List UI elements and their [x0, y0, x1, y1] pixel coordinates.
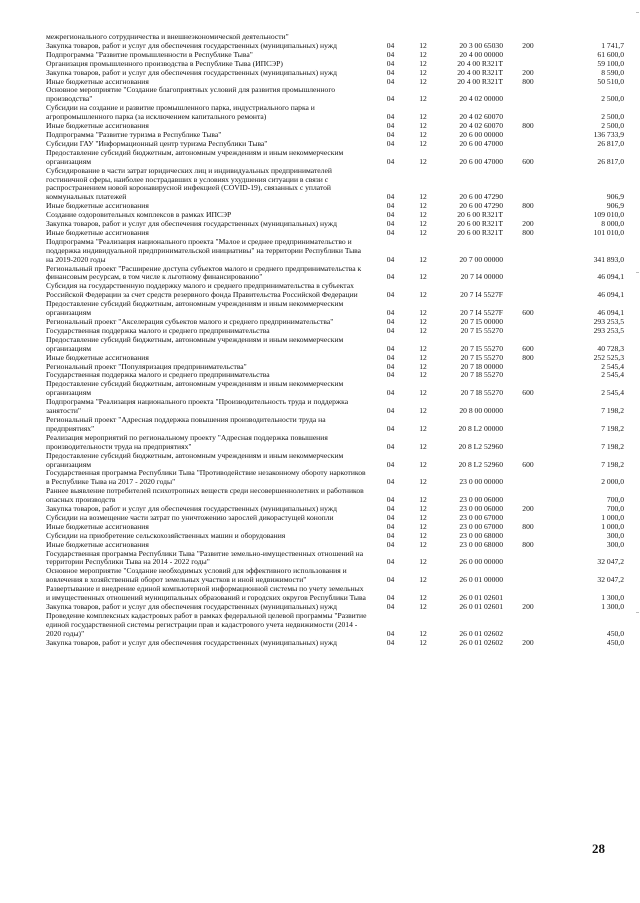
row-name: Региональный проект "Акселерация субъектов малого и среднего предпринимательства" [46, 317, 334, 326]
row-name: Подпрограмма "Развитие туризма в Республике Тыва" [46, 129, 222, 139]
row-subsection: 12 [419, 512, 427, 522]
row-section: 04 [386, 370, 395, 380]
table-row [46, 104, 624, 122]
row-subsection: 12 [419, 557, 427, 567]
row-name: Государственная программа Республики Тыва "Противодействие незаконному обороту наркотиков в Республике Тыва на 2017 - 2020 годы" [46, 468, 366, 487]
row-name: Субсидирование в части затрат юридических лиц и индивидуальных предпринимателей гостиничной сферы, наиболее пострадавших в условиях ухудшения ситуации в связи с распространением новой коронавирусной инфекцией (COVID-19), связанных с уплатой коммунальных платежей [46, 165, 332, 202]
row-expense-type: 800 [522, 227, 534, 237]
row-expense-type: 600 [522, 459, 534, 469]
row-target-article: 20 6 00 47000 [459, 138, 503, 148]
row-amount: 2 545,4 [601, 388, 624, 398]
row-section: 04 [386, 575, 395, 585]
row-subsection: 12 [419, 423, 427, 433]
table-row [46, 336, 624, 354]
row-section: 04 [386, 628, 395, 638]
row-subsection: 12 [419, 58, 427, 68]
row-target-article: 20 4 02 00000 [459, 94, 503, 104]
row-amount: 7 198,2 [601, 459, 624, 469]
row-subsection: 12 [419, 290, 427, 300]
row-name: Предоставление субсидий бюджетным, автономным учреждениям и иным некоммерческим организациям [46, 147, 344, 166]
row-section: 04 [386, 58, 395, 68]
row-section: 04 [386, 406, 395, 416]
row-subsection: 12 [419, 406, 427, 416]
row-target-article: 20 7 I8 55270 [460, 388, 503, 398]
row-subsection: 12 [419, 628, 427, 638]
row-section: 04 [386, 317, 395, 326]
row-section: 04 [386, 530, 395, 540]
row-name: Закупка товаров, работ и услуг для обеспечения государственных (муниципальных) нужд [46, 40, 337, 50]
row-amount: 906,9 [606, 201, 624, 211]
row-amount: 1 300,0 [601, 602, 624, 611]
row-subsection: 12 [419, 254, 427, 264]
row-amount: 46 094,1 [597, 272, 624, 282]
row-amount: 109 010,0 [593, 210, 624, 220]
row-name: Предоставление субсидий бюджетным, автономным учреждениям и иным некоммерческим организациям [46, 379, 344, 398]
row-section: 04 [386, 129, 395, 139]
row-amount: 293 253,5 [593, 325, 624, 335]
table-row [46, 452, 624, 470]
row-name: Иные бюджетные ассигнования [46, 539, 149, 549]
row-name: Региональный проект "Адресная поддержка повышения производительности труда на предприятиях" [46, 414, 326, 433]
row-target-article: 26 0 01 02601 [459, 602, 503, 611]
row-amount: 2 000,0 [601, 477, 624, 487]
row-expense-type: 200 [522, 219, 534, 229]
row-amount: 32 047,2 [597, 557, 624, 567]
row-target-article: 20 7 00 00000 [459, 254, 503, 264]
row-target-article: 23 0 00 06000 [459, 495, 503, 505]
table-row [46, 585, 624, 603]
row-subsection: 12 [419, 343, 427, 353]
row-target-article: 20 7 I4 00000 [460, 272, 503, 282]
row-section: 04 [386, 94, 395, 104]
table-row [46, 380, 624, 398]
row-name: Подпрограмма "Реализация национального проекта "Производительность труда и поддержка занятости" [46, 397, 349, 416]
row-name: межрегионального сотрудничества и внешнеэкономической деятельности" [46, 32, 289, 41]
row-expense-type: 800 [522, 352, 534, 362]
row-subsection: 12 [419, 219, 427, 229]
row-name: Иные бюджетные ассигнования [46, 121, 149, 131]
row-subsection: 12 [419, 361, 427, 371]
row-target-article: 23 0 00 68000 [459, 539, 503, 549]
row-subsection: 12 [419, 459, 427, 469]
scan-edge-mark [636, 12, 639, 13]
row-name: Субсидии на возмещение части затрат по уничтожению зарослей дикорастущей конопли [46, 512, 334, 522]
row-target-article: 20 4 00 R321T [457, 67, 503, 77]
table-row [46, 167, 624, 203]
row-amount: 59 100,0 [597, 58, 624, 68]
row-subsection: 12 [419, 388, 427, 398]
row-name: Предоставление субсидий бюджетным, автономным учреждениям и иным некоммерческим организациям [46, 450, 344, 469]
table-row [46, 416, 624, 434]
row-section: 04 [386, 388, 395, 398]
row-target-article: 20 7 I8 55270 [460, 370, 503, 380]
row-section: 04 [386, 192, 395, 202]
row-name: Субсидия на государственную поддержку малого и среднего предпринимательства в субъектах Российской Федерации за счет средств резервного фонда Правительства Российской Федерации [46, 281, 358, 300]
row-subsection: 12 [419, 602, 427, 611]
table-row [46, 469, 624, 487]
row-amount: 2 500,0 [601, 94, 624, 104]
row-subsection: 12 [419, 129, 427, 139]
row-section: 04 [386, 637, 395, 647]
row-section: 04 [386, 441, 395, 451]
row-amount: 2 545,4 [601, 370, 624, 380]
row-amount: 2 500,0 [601, 121, 624, 131]
row-section: 04 [386, 67, 395, 77]
row-subsection: 12 [419, 530, 427, 540]
row-section: 04 [386, 272, 395, 282]
row-target-article: 20 8 00 00000 [459, 406, 503, 416]
row-target-article: 20 6 00 R321T [457, 210, 503, 220]
row-target-article: 20 6 00 R321T [457, 219, 503, 229]
row-amount: 7 198,2 [601, 406, 624, 416]
row-name: Проведение комплексных кадастровых работ в рамках федеральной целевой программы "Развитие единой государственной системы регистрации прав и кадастрового учета недвижимости (2014 - 2020 годы)" [46, 610, 367, 638]
table-row [46, 487, 624, 505]
row-name: Развертывание и внедрение единой компьютерной информационной системы по учету земельных и имущественных отношений муниципальных образований и городских округов Республики Тыва [46, 584, 366, 603]
row-subsection: 12 [419, 112, 427, 122]
row-section: 04 [386, 593, 395, 603]
row-subsection: 12 [419, 76, 427, 86]
row-name: Региональный проект "Расширение доступа субъектов малого и среднего предпринимательства к финансовым ресурсам, в том числе к льготному финансированию" [46, 263, 362, 282]
row-amount: 1 300,0 [601, 593, 624, 603]
row-target-article: 20 7 I5 55270 [460, 343, 503, 353]
row-subsection: 12 [419, 539, 427, 549]
row-expense-type: 800 [522, 121, 534, 131]
row-target-article: 20 7 I4 5527F [460, 290, 503, 300]
row-amount: 32 047,2 [597, 575, 624, 585]
row-section: 04 [386, 138, 395, 148]
row-name: Субсидии на создание и развитие промышленного парка, индустриального парка и агропромышленного парка (за исключением капитального ремонта) [46, 103, 315, 122]
scan-edge-mark [636, 612, 639, 613]
row-amount: 46 094,1 [597, 308, 624, 318]
row-section: 04 [386, 290, 395, 300]
row-target-article: 20 7 I5 00000 [460, 317, 503, 326]
row-amount: 40 728,3 [597, 343, 624, 353]
row-target-article: 20 4 02 60070 [459, 112, 503, 122]
row-target-article: 26 0 01 02602 [459, 628, 503, 638]
row-name: Закупка товаров, работ и услуг для обеспечения государственных (муниципальных) нужд [46, 602, 337, 611]
row-section: 04 [386, 112, 395, 122]
row-target-article: 20 7 I5 55270 [460, 352, 503, 362]
row-subsection: 12 [419, 156, 427, 166]
row-subsection: 12 [419, 227, 427, 237]
table-row [46, 238, 624, 265]
row-section: 04 [386, 521, 395, 531]
row-section: 04 [386, 361, 395, 371]
row-name: Региональный проект "Популяризация предпринимательства" [46, 361, 247, 371]
row-subsection: 12 [419, 352, 427, 362]
row-amount: 700,0 [606, 495, 624, 505]
row-name: Основное мероприятие "Создание необходимых условий для эффективного использования и вовлечения в хозяйственный оборот земельных участков и иной недвижимости" [46, 566, 347, 585]
row-section: 04 [386, 477, 395, 487]
row-amount: 450,0 [606, 628, 624, 638]
row-amount: 906,9 [606, 192, 624, 202]
row-amount: 50 510,0 [597, 76, 624, 86]
row-name: Государственная программа Республики Тыва "Развитие земельно-имущественных отношений на территории Республики Тыва на 2014 - 2022 годы" [46, 548, 364, 567]
row-expense-type: 200 [522, 40, 534, 50]
row-name: Субсидии ГАУ "Информационный центр туризма Республики Тыва" [46, 138, 268, 148]
row-amount: 1 741,7 [601, 40, 624, 50]
row-target-article: 20 7 I4 5527F [460, 308, 503, 318]
row-target-article: 20 4 00 R321T [457, 58, 503, 68]
row-section: 04 [386, 325, 395, 335]
row-amount: 300,0 [606, 539, 624, 549]
table-row [46, 86, 624, 104]
row-name: Иные бюджетные ассигнования [46, 76, 149, 86]
row-subsection: 12 [419, 441, 427, 451]
row-subsection: 12 [419, 637, 427, 647]
row-section: 04 [386, 602, 395, 611]
row-target-article: 20 3 00 65030 [459, 40, 503, 50]
row-amount: 26 817,0 [597, 156, 624, 166]
row-target-article: 26 0 01 02602 [459, 637, 503, 647]
row-subsection: 12 [419, 521, 427, 531]
row-section: 04 [386, 254, 395, 264]
row-target-article: 23 0 00 06000 [459, 504, 503, 514]
row-amount: 341 893,0 [593, 254, 624, 264]
row-name: Иные бюджетные ассигнования [46, 227, 149, 237]
row-section: 04 [386, 76, 395, 86]
row-expense-type: 200 [522, 637, 534, 647]
row-name: Предоставление субсидий бюджетным, автономным учреждениям и иным некоммерческим организациям [46, 299, 344, 318]
row-section: 04 [386, 459, 395, 469]
row-amount: 26 817,0 [597, 138, 624, 148]
row-subsection: 12 [419, 477, 427, 487]
row-target-article: 20 4 00 R321T [457, 76, 503, 86]
row-subsection: 12 [419, 325, 427, 335]
row-expense-type: 600 [522, 343, 534, 353]
row-expense-type: 600 [522, 388, 534, 398]
row-amount: 1 000,0 [601, 521, 624, 531]
row-expense-type: 800 [522, 76, 534, 86]
row-name: Реализация мероприятий по региональному проекту "Адресная поддержка повышения производительности труда на предприятиях" [46, 432, 328, 451]
row-target-article: 20 6 00 47290 [459, 192, 503, 202]
row-section: 04 [386, 539, 395, 549]
row-subsection: 12 [419, 210, 427, 220]
row-target-article: 20 4 02 60070 [459, 121, 503, 131]
budget-table [46, 33, 624, 648]
table-row [46, 282, 624, 300]
row-section: 04 [386, 121, 395, 131]
row-name: Государственная поддержка малого и среднего предпринимательства [46, 370, 270, 380]
row-name: Закупка товаров, работ и услуг для обеспечения государственных (муниципальных) нужд [46, 637, 337, 647]
row-section: 04 [386, 504, 395, 514]
row-amount: 700,0 [606, 504, 624, 514]
row-amount: 293 253,5 [593, 317, 624, 326]
row-amount: 136 733,9 [593, 129, 624, 139]
row-subsection: 12 [419, 272, 427, 282]
row-target-article: 26 0 01 00000 [459, 575, 503, 585]
row-target-article: 20 6 00 47000 [459, 156, 503, 166]
row-amount: 300,0 [606, 530, 624, 540]
row-section: 04 [386, 352, 395, 362]
row-section: 04 [386, 495, 395, 505]
row-section: 04 [386, 49, 395, 59]
row-target-article: 20 4 00 00000 [459, 49, 503, 59]
row-target-article: 23 0 00 67000 [459, 512, 503, 522]
row-subsection: 12 [419, 575, 427, 585]
row-expense-type: 600 [522, 156, 534, 166]
row-name: Организация промышленного производства в Республике Тыва (ИПСЭР) [46, 58, 283, 68]
row-expense-type: 800 [522, 201, 534, 211]
row-subsection: 12 [419, 40, 427, 50]
row-expense-type: 200 [522, 602, 534, 611]
row-section: 04 [386, 201, 395, 211]
row-name: Закупка товаров, работ и услуг для обеспечения государственных (муниципальных) нужд [46, 219, 337, 229]
row-subsection: 12 [419, 121, 427, 131]
row-subsection: 12 [419, 370, 427, 380]
row-name: Иные бюджетные ассигнования [46, 352, 149, 362]
row-name: Создание оздоровительных комплексов в рамках ИПСЭР [46, 210, 232, 220]
row-section: 04 [386, 40, 395, 50]
row-target-article: 20 6 00 R321T [457, 227, 503, 237]
row-expense-type: 800 [522, 539, 534, 549]
row-target-article: 23 0 00 00000 [459, 477, 503, 487]
row-section: 04 [386, 308, 395, 318]
row-target-article: 20 8 L2 52960 [458, 459, 503, 469]
row-subsection: 12 [419, 317, 427, 326]
row-target-article: 20 6 00 00000 [459, 129, 503, 139]
table-row [46, 567, 624, 585]
row-subsection: 12 [419, 201, 427, 211]
row-name: Закупка товаров, работ и услуг для обеспечения государственных (муниципальных) нужд [46, 67, 337, 77]
table-row [46, 434, 624, 452]
table-row [46, 265, 624, 283]
row-expense-type: 200 [522, 67, 534, 77]
row-section: 04 [386, 557, 395, 567]
row-name: Субсидии на приобретение сельскохозяйственных машин и оборудования [46, 530, 286, 540]
row-section: 04 [386, 227, 395, 237]
row-section: 04 [386, 512, 395, 522]
table-row [46, 398, 624, 416]
row-subsection: 12 [419, 504, 427, 514]
row-target-article: 20 7 I5 55270 [460, 325, 503, 335]
row-subsection: 12 [419, 495, 427, 505]
row-target-article: 23 0 00 68000 [459, 530, 503, 540]
row-section: 04 [386, 219, 395, 229]
row-amount: 8 590,0 [601, 67, 624, 77]
row-subsection: 12 [419, 94, 427, 104]
row-name: Раннее выявление потребителей психотропных веществ среди несовершеннолетних и работников опасных производств [46, 486, 364, 505]
row-subsection: 12 [419, 593, 427, 603]
row-subsection: 12 [419, 67, 427, 77]
row-name: Закупка товаров, работ и услуг для обеспечения государственных (муниципальных) нужд [46, 504, 337, 514]
row-name: Иные бюджетные ассигнования [46, 201, 149, 211]
row-amount: 7 198,2 [601, 441, 624, 451]
page-number: 28 [592, 841, 605, 856]
row-expense-type: 200 [522, 504, 534, 514]
row-target-article: 26 0 00 00000 [459, 557, 503, 567]
row-name: Иные бюджетные ассигнования [46, 521, 149, 531]
row-amount: 7 198,2 [601, 423, 624, 433]
row-name: Основное мероприятие "Создание благоприятных условий для развития промышленного производства" [46, 85, 336, 104]
row-subsection: 12 [419, 308, 427, 318]
row-target-article: 20 6 00 47290 [459, 201, 503, 211]
row-target-article: 26 0 01 02601 [459, 593, 503, 603]
row-target-article: 20 7 I8 00000 [460, 361, 503, 371]
row-expense-type: 800 [522, 521, 534, 531]
row-target-article: 20 8 L2 00000 [458, 423, 503, 433]
table-row [46, 300, 624, 318]
row-amount: 46 094,1 [597, 290, 624, 300]
table-row [46, 612, 624, 639]
table-row [46, 149, 624, 167]
row-name: Подпрограмма "Развитие промышленности в Республике Тыва" [46, 49, 253, 59]
row-section: 04 [386, 210, 395, 220]
scan-edge-mark [636, 272, 639, 273]
row-subsection: 12 [419, 192, 427, 202]
row-section: 04 [386, 156, 395, 166]
row-section: 04 [386, 343, 395, 353]
row-subsection: 12 [419, 49, 427, 59]
row-name: Предоставление субсидий бюджетным, автономным учреждениям и иным некоммерческим организациям [46, 334, 344, 353]
row-amount: 61 600,0 [597, 49, 624, 59]
row-name: Государственная поддержка малого и среднего предпринимательства [46, 325, 270, 335]
row-section: 04 [386, 423, 395, 433]
row-amount: 2 545,4 [601, 361, 624, 371]
row-amount: 252 525,3 [593, 352, 624, 362]
row-amount: 101 010,0 [593, 227, 624, 237]
row-target-article: 20 8 L2 52960 [458, 441, 503, 451]
row-expense-type: 600 [522, 308, 534, 318]
row-amount: 2 500,0 [601, 112, 624, 122]
row-subsection: 12 [419, 138, 427, 148]
row-name: Подпрограмма "Реализация национального проекта "Малое и среднее предпринимательство и поддержка индивидуальной предпринимательской инициативы" на территории Республики Тыва на 2019-2020 годы [46, 236, 362, 264]
table-row [46, 639, 624, 648]
row-amount: 8 000,0 [601, 219, 624, 229]
row-amount: 450,0 [606, 637, 624, 647]
table-row [46, 550, 624, 568]
row-amount: 1 000,0 [601, 512, 624, 522]
row-target-article: 23 0 00 67000 [459, 521, 503, 531]
